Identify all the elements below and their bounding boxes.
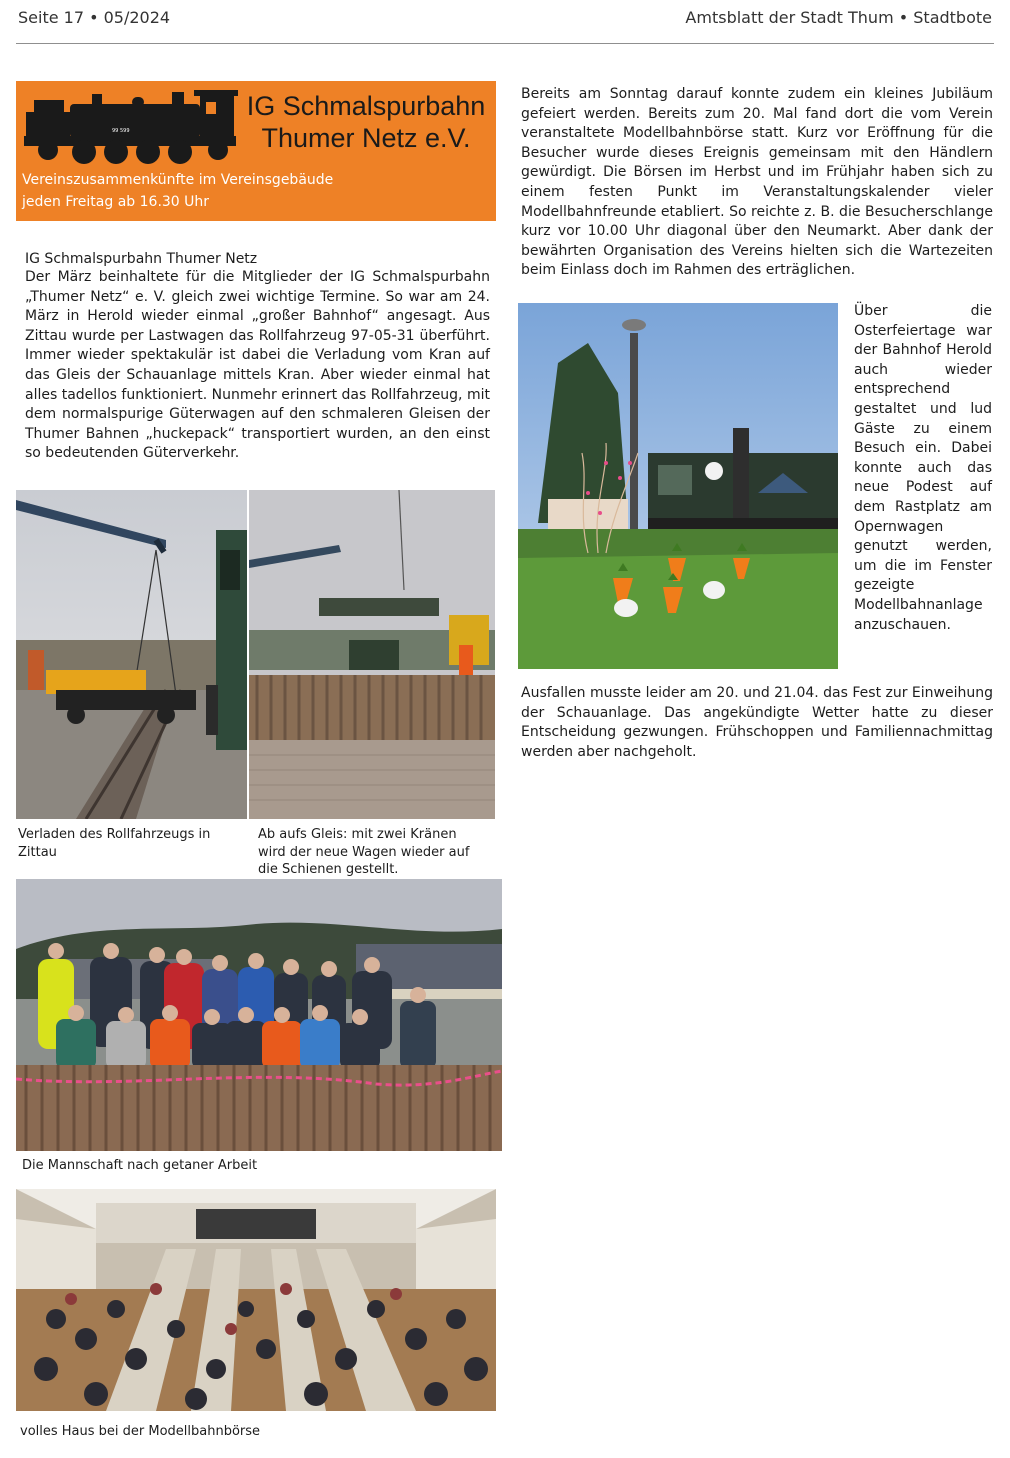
publication-title: Amtsblatt der Stadt Thum • Stadtbote [685,8,992,27]
caption-team: Die Mannschaft nach getaner Arbeit [22,1158,258,1173]
caption-gleis: Ab aufs Gleis: mit zwei Kränen wird der neue Wagen wieder auf die Schienen gestellt. [258,827,470,877]
banner-title: IG Schmalspurbahn Thumer Netz e.V. [246,91,486,153]
photo-model-railway-fair [16,1189,496,1411]
photo-team [16,879,502,1151]
club-banner [16,81,496,221]
article-paragraph-3: Über die Osterfeiertage war der Bahnhof Herold auch wieder entsprechend gestaltet und lud Gäste zu einem Besuch ein. Dabei konnte auch das neue Podest auf dem Rastplatz am Opernwagen genutzt werden, um die im Fenster gezeigte Modellbahnanlage anzuschauen. [854,303,992,633]
article-paragraph-2: Bereits am Sonntag darauf konnte zudem ein kleines Jubiläum gefeiert werden. Bereits zum 20. Mal fand dort die vom Verein veranstaltete Modellbahnbörse statt. Kurz vor Eröffnung für die Besucher wurde dieses Ereignis gemeinsam mit den Händlern gewürdigt. Die Börsen im Herbst und im Frühjahr haben sich zu einem festen Punkt im Veranstaltungskalender vieler Modellbahnfreunde etabliert. So reichte z. B. die Besucherschlange kurz vor 10.00 Uhr diagonal über den Neumarkt. Aber dank der bewährten Organisation des Vereins hielten sich die Wartezeiten beim Einlass doch im Rahmen des erträglichen. [521,86,993,279]
caption-boerse: volles Haus bei der Modellbahnbörse [20,1424,261,1439]
article-heading: IG Schmalspurbahn Thumer Netz [25,251,258,267]
photo-easter-station [518,303,838,669]
article-paragraph-1: Der März beinhaltete für die Mitglieder der IG Schmalspurbahn „Thumer Netz“ e. V. gleich zwei wichtige Termine. So war am 24. März in Herold wieder einmal „großer Bahnhof“ angesagt. Aus Zittau wurde per Lastwagen das Rollfahrzeug 97-05-31 überführt. Immer wieder spektakulär ist dabei die Verladung vom Kran auf das Gleis der Schauanlage mittels Kran. Aber wieder einmal hat alles tadellos funktioniert. Nunmehr erinnert das Rollfahrzeug, mit dem normalspurige Güterwagen auf den schmaleren Gleisen der Thumer Bahnen „huckepack“ transportiert wurden, an den einst so bedeutenden Güterverkehr. [25,269,490,462]
header-divider [16,43,994,44]
loco-number: 99 599 [112,128,130,134]
photo-zittau-loading [16,490,247,819]
locomotive-silhouette-icon [22,88,242,168]
banner-meeting-info: Vereinszusammenkünfte im Vereinsgebäude jeden Freitag ab 16.30 Uhr [22,172,334,210]
article-paragraph-4: Ausfallen musste leider am 20. und 21.04. das Fest zur Einweihung der Schauanlage. Das angekündigte Wetter hatte zu dieser Entscheidung gezwungen. Frühschoppen und Familiennachmittag werden aber nachgeholt. [521,685,994,760]
caption-zittau: Verladen des Rollfahrzeugs in Zittau [18,827,211,860]
photo-crane-on-track [249,490,495,819]
page-number: Seite 17 • 05/2024 [18,8,171,27]
